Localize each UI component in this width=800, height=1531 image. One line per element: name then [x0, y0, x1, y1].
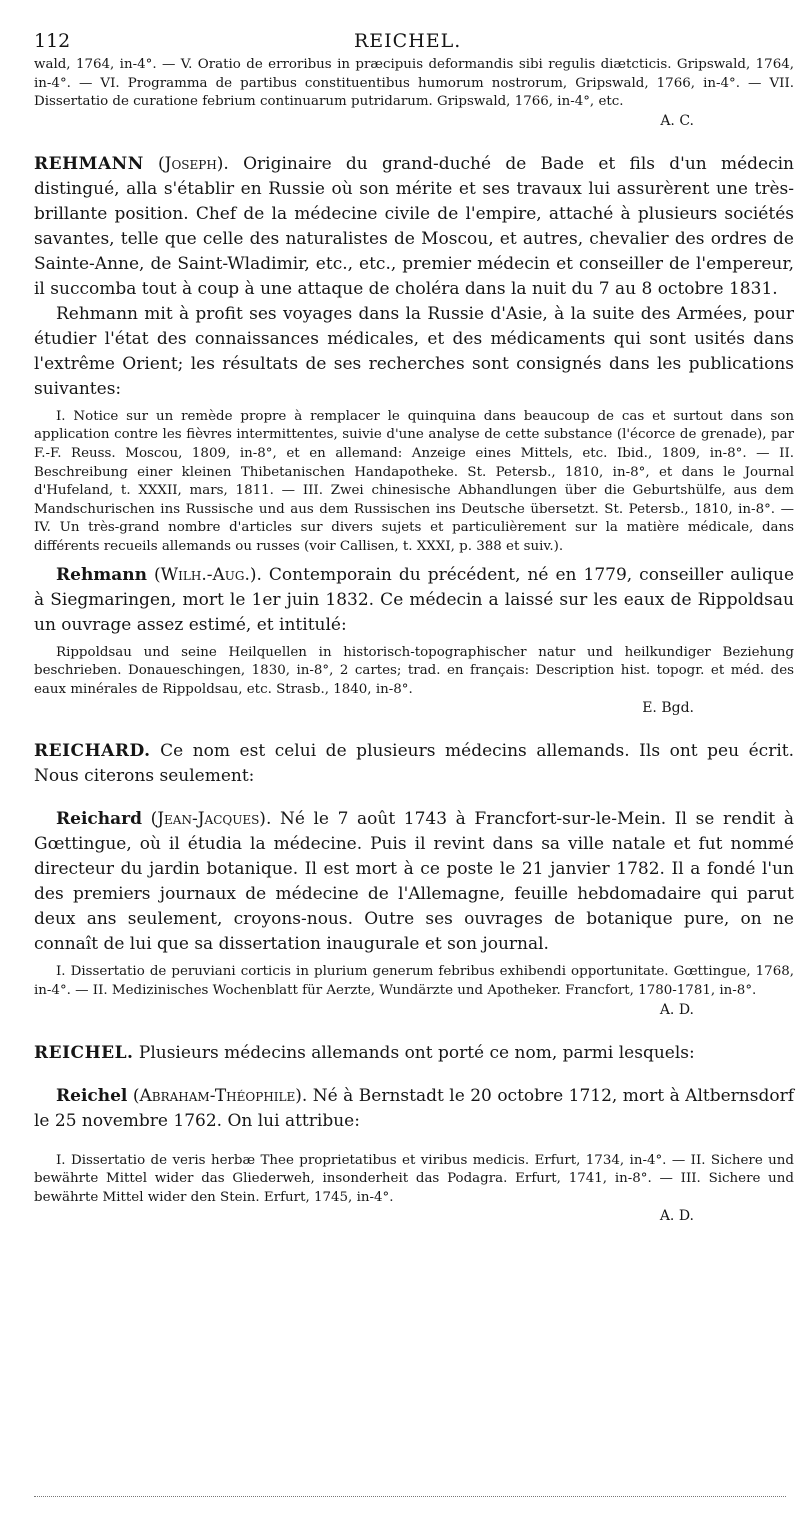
page: [34, 30, 794, 1225]
footer-rule: [34, 1496, 786, 1497]
entry-text: Né le 7 août 1743 à Francfort-sur-le-Mein. Il se rendit à Gœttingue, où il étudia la médecine. Puis il revint dans sa ville natale et fut nommé directeur du jardin botanique. Il est mort à ce poste le 21 janvier 1782. Il a fondé l'un des premiers journaux de médecine de l'Allemagne, feuille hebdomadaire qui parut deux ans seulement, croyons-nous. Outre ses ouvrages de botanique pure, on ne connaît de lui que sa dissertation inaugurale et son journal.: [34, 809, 794, 955]
entry-head: REHMANN: [34, 153, 144, 174]
entry-head: Rehmann: [56, 564, 148, 585]
entry-rehmann-wilh: [34, 563, 794, 638]
entry-forename: (Wilh.-Aug.).: [154, 564, 262, 585]
page-number: 112: [34, 30, 71, 52]
entry-rehmann-joseph: [34, 152, 794, 302]
entry-head: Reichard: [56, 809, 142, 830]
entry-text: Contemporain du précédent, né en 1779, conseiller aulique à Siegmaringen, mort le 1er juin 1832. Ce médecin a laissé sur les eaux de Rippoldsau un ouvrage assez estimé, et intitulé:: [34, 564, 795, 635]
entry-reichard-jean: [34, 807, 794, 957]
running-head: [34, 30, 794, 56]
continued-bibliography: wald, 1764, in-4°. — V. Oratio de erroribus in præcipuis deformandis sibi regulis diætcticis. Gripswald, 1764, in-4°. — VI. Programma de partibus constituentibus humorum nostrorum, Gripswald, 1766, in-4°. — VII. Dissertatio de curatione febrium continuarum putridarum. Gripswald, 1766, in-4°, etc.: [34, 57, 794, 110]
entry-text: Plusieurs médecins allemands ont porté ce nom, parmi lesquels:: [138, 1042, 695, 1063]
entry-reichard: [34, 739, 794, 789]
reichel-abraham-works: I. Dissertatio de veris herbæ Thee proprietatibus et viribus medicis. Erfurt, 1734, in-4°. — II. Sichere und bewährte Mittel wider das Gliederweh, insonderheit das Podagra. Erfurt, 1741, in-8°. — III. Sichere und bewährte Mittel wider den Stein. Erfurt, 1745, in-4°.: [34, 1152, 794, 1205]
reichard-jean-works: I. Dissertatio de peruviani corticis in plurium generum febribus exhibendi opportunitate. Gœttingue, 1768, in-4°. — II. Medizinisches Wochenblatt für Aerzte, Wundärzte und Apotheker. Francfort, 1780-1781, in-8°.: [34, 964, 794, 998]
entry-forename: (Abraham-Théophile).: [132, 1085, 308, 1106]
entry-text: Originaire du grand-duché de Bade et fils d'un médecin distingué, alla s'établir en Russie où son mérite et ses travaux lui assurèrent une très-brillante position. Chef de la médecine civile de l'empire, attaché à plusieurs sociétés savantes, telle que celle des naturalistes de Moscou, et autres, chevalier des ordres de Sainte-Anne, de Saint-Wladimir, etc., etc., premier médecin et conseiller de l'empereur, il succomba tout à coup à une attaque de choléra dans la nuit du 7 au 8 octobre 1831.: [34, 153, 795, 299]
entry-head: REICHARD.: [34, 741, 151, 762]
entry-text: Ce nom est celui de plusieurs médecins allemands. Ils ont peu écrit. Nous citerons seulement:: [34, 741, 794, 787]
rehmann-joseph-works: I. Notice sur un remède propre à remplacer le quinquina dans beaucoup de cas et surtout dans son application contre les fièvres intermittentes, suivie d'une analyse de cette substance (l'écorce de grenade), par F.-F. Reuss. Moscou, 1809, in-8°, et en allemand: Anzeige eines Mittels, etc. Ibid., 1809, in-8°. — II. Beschreibung einer kleinen Thibetanischen Handapotheke. St. Petersb., 1810, in-8°, et dans le Journal d'Hufeland, t. XXXII, mars, 1811. — III. Zwei chinesische Abhandlungen über die Geburtshülfe, aus dem Mandschurischen ins Russische und aus dem Russischen ins Deutsche übersetzt. St. Petersb., 1810, in-8°. — IV. Un très-grand nombre d'articles sur divers sujets et particulièrement sur la matière médicale, dans différents recueils allemands ou russes (voir Callisen, t. XXXI, p. 388 et suiv.).: [34, 408, 794, 554]
entry-text: Né à Bernstadt le 20 octobre 1712, mort à Altbernsdorf le 25 novembre 1762. On lui attribue:: [34, 1085, 795, 1131]
entry-head: REICHEL.: [34, 1042, 134, 1063]
running-title: REICHEL.: [354, 30, 462, 52]
signature-ad-2: A. D.: [659, 1208, 694, 1225]
signature-ac: A. C.: [660, 112, 694, 129]
rehmann-joseph-paragraph: Rehmann mit à profit ses voyages dans la Russie d'Asie, à la suite des Armées, pour étudier l'état des connaissances médicales, et des médicaments qui sont usités dans l'extrême Orient; les résultats de ses recherches sont consignés dans les publications suivantes:: [34, 303, 794, 399]
entry-head: Reichel: [56, 1085, 128, 1106]
entry-reichel-abraham: [34, 1084, 794, 1134]
signature-ebgd: E. Bgd.: [642, 700, 694, 717]
rehmann-wilh-works: Rippoldsau und seine Heilquellen in historisch-topographischer natur und heilkundiger Beziehung beschrieben. Donaueschingen, 1830, in-8°, 2 cartes; trad. en français: Description hist. topogr. et méd. des eaux minérales de Rippoldsau, etc. Strasb., 1840, in-8°.: [34, 644, 794, 697]
signature-ad-1: A. D.: [659, 1001, 694, 1018]
entry-reichel: [34, 1041, 794, 1066]
entry-forename: (Jean-Jacques).: [150, 809, 272, 830]
entry-forename: (Joseph).: [158, 153, 229, 174]
